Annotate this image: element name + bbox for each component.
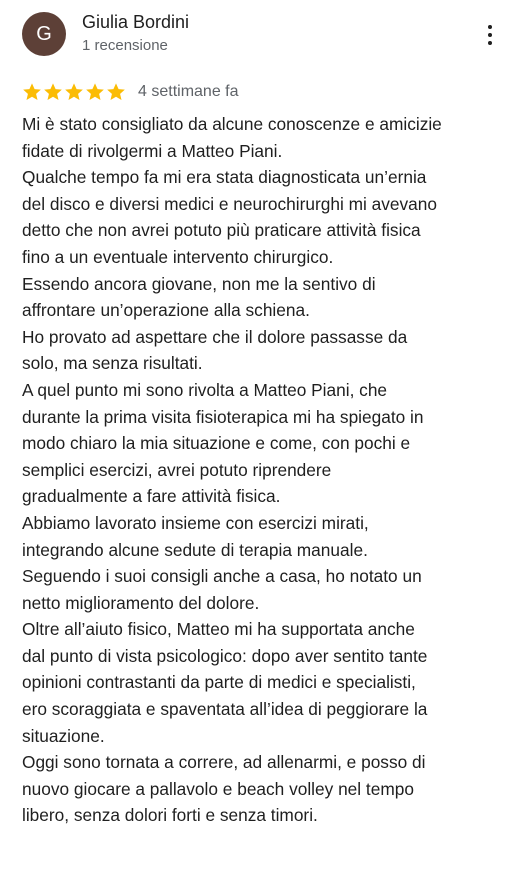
star-rating <box>22 82 127 102</box>
star-icon <box>85 82 105 102</box>
review-text-line: Oltre all’aiuto fisico, Matteo mi ha supportata anche <box>22 619 415 640</box>
more-vert-icon <box>488 25 492 29</box>
review-text <box>22 111 506 829</box>
review-text-line: ero scoraggiata e spaventata all’idea di peggiorare la <box>22 699 428 720</box>
author-review-count: 1 recensione <box>82 37 168 54</box>
star-icon <box>43 82 63 102</box>
review-text-line: detto che non avrei potuto più praticare attività fisica <box>22 220 421 241</box>
review-text-line: integrando alcune sedute di terapia manuale. <box>22 539 368 560</box>
avatar[interactable]: G <box>22 12 66 56</box>
review-text-line: dal punto di vista psicologico: dopo aver sentito tante <box>22 645 428 666</box>
review-text-line: netto miglioramento del dolore. <box>22 592 260 613</box>
star-icon <box>22 82 42 102</box>
review-text-line: semplici esercizi, avrei potuto riprendere <box>22 459 332 480</box>
review-text-line: fino a un eventuale intervento chirurgico. <box>22 246 334 267</box>
review-text-line: durante la prima visita fisioterapica mi ha spiegato in <box>22 406 424 427</box>
review-text-line: gradualmente a fare attività fisica. <box>22 486 281 507</box>
review-text-line: modo chiaro la mia situazione e come, con pochi e <box>22 433 411 454</box>
more-options-button[interactable] <box>482 24 498 46</box>
review-text-line: libero, senza dolori forti e senza timori. <box>22 805 318 826</box>
review-text-line: Oggi sono tornata a correre, ad allenarmi, e posso di <box>22 752 426 773</box>
review-text-line: Qualche tempo fa mi era stata diagnosticata un’ernia <box>22 167 427 188</box>
review-text-line: opinioni contrastanti da parte di medici e specialisti, <box>22 672 416 693</box>
review-text-line: Essendo ancora giovane, non me la sentivo di <box>22 273 376 294</box>
review-text-line: Ho provato ad aspettare che il dolore passasse da <box>22 326 408 347</box>
more-vert-icon-dot <box>488 41 492 45</box>
review-text-line: Mi è stato consigliato da alcune conoscenze e amicizie <box>22 114 442 134</box>
more-vert-icon-dot <box>488 33 492 37</box>
review-text-line: A quel punto mi sono rivolta a Matteo Piani, che <box>22 379 388 400</box>
review-text-line: affrontare un’operazione alla schiena. <box>22 300 310 321</box>
review-text-line: del disco e diversi medici e neurochirurghi mi avevano <box>22 193 437 214</box>
review-text-line: solo, ma senza risultati. <box>22 353 203 374</box>
review-header <box>22 10 502 58</box>
author-name[interactable]: Giulia Bordini <box>82 12 190 32</box>
review-text-line: nuovo giocare a pallavolo e beach volley nel tempo <box>22 778 414 799</box>
review-text-line: situazione. <box>22 725 105 746</box>
review-text-line: fidate di rivolgermi a Matteo Piani. <box>22 140 283 161</box>
review-text-line: Seguendo i suoi consigli anche a casa, ho notato un <box>22 566 422 587</box>
star-icon <box>64 82 84 102</box>
review-date: 4 settimane fa <box>138 83 239 100</box>
rating-row <box>22 80 239 104</box>
review-text-line: Abbiamo lavorato insieme con esercizi mirati, <box>22 512 369 533</box>
star-icon <box>106 82 126 102</box>
